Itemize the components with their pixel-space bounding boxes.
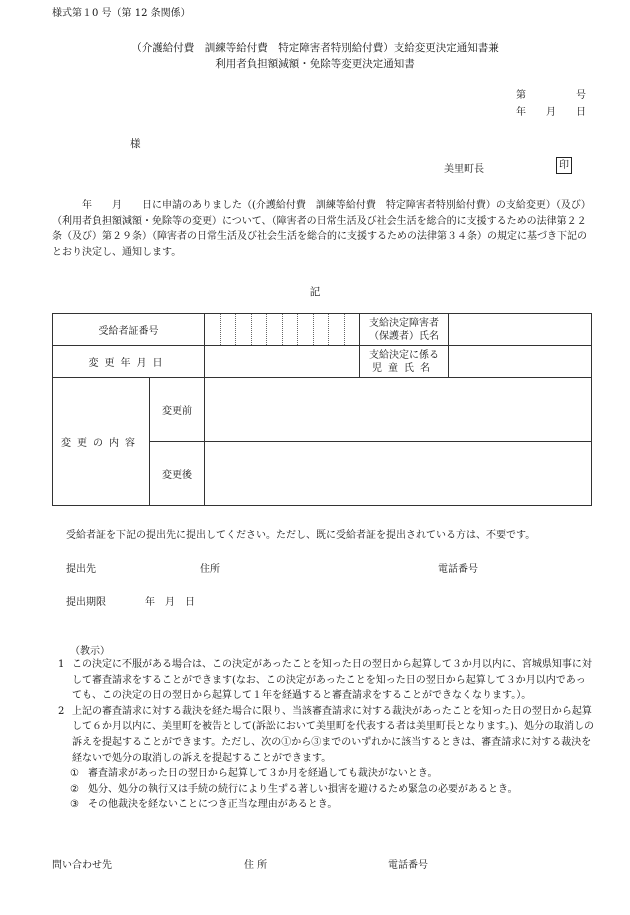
body-paragraph: 年 月 日に申請のありました（(介護給付費 訓練等給付費 特定障害者特別給付費）の支給変更）（及び）（利用者負担額減額・免除等の変更）について、（障害者の日常生活及び社会生活を総合的に支援するための法律第２２条（及び）第２９条）（障害者の日常生活及び社会生活を総合的に支援するための法律第３４条）の規定に基づき下記のとおり決定し、通知します。 [52,200,591,258]
item-text: 上記の審査請求に対する裁決を経た場合に限り、当該審査請求に対する裁決があったことを知った日の翌日から起算して６か月以内に、美里町を被告として(訴訟において美里町を代表する者は美里町長となります。)、処分の取消しの訴えを提起することができます。ただし、次の①から③までのいずれかに該当するときは、審査請求に対する裁決を経ないで処分の取消しの訴えを提起することができます。 [72,705,595,764]
list-item [58,704,594,766]
deadline-label: 提出期限 [66,597,106,608]
decision-person-label-line1: 支給決定障害者 [369,317,439,329]
before-field[interactable] [205,378,592,442]
deadline-date: 年 月 日 [145,597,195,608]
table-row [53,378,592,442]
table-row [53,346,592,378]
digit-boxes [205,314,359,345]
submission-tel-label: 電話番号 [438,564,478,575]
list-item [58,797,594,813]
change-date-label: 変更年月日 [53,346,205,378]
issue-date: 年 月 日 [516,107,586,118]
issuer-name: 美里町長 [444,164,484,175]
contact-label: 問い合わせ先 [52,860,112,871]
submission-dest-label: 提出先 [66,564,96,575]
document-title: （介護給付費 訓練等給付費 特定障害者特別給付費）支給変更決定通知書兼 [131,42,499,54]
item-number: ① [70,768,79,780]
recipient-no-field[interactable] [205,314,360,346]
document-subtitle: 利用者負担額減額・免除等変更決定通知書 [215,58,415,70]
item-text: 審査請求があった日の翌日から起算して３か月を経過しても裁決がないとき。 [88,768,438,780]
list-item [58,657,594,704]
item-number: ② [70,783,79,795]
decision-person-label [360,314,449,346]
change-content-label: 変更の内容 [53,378,150,506]
child-label [360,346,449,378]
item-text: この決定に不服がある場合は、この決定があったことを知った日の翌日から起算して３か月以内に、宮城県知事に対して審査請求をすることができます(なお、この決定があったことを知った日の翌日から起算して３か月以内であっても、この決定の日の翌日から起算して１年を経過すると審査請求をすることができなくなります。）。 [72,659,592,702]
table-row [53,314,592,346]
item-number: 1 [58,659,65,670]
notice-heading: （教示） [70,646,110,657]
after-label: 変更後 [150,442,205,506]
decision-table [52,313,592,506]
ki-heading: 記 [309,286,321,298]
change-date-field[interactable] [205,346,360,378]
item-number: 2 [58,705,65,717]
child-label-line2: 児童氏名 [372,362,436,374]
submission-address-label: 住所 [200,564,220,575]
recipient-no-label: 受給者証番号 [53,314,205,346]
addressee-suffix: 様 [130,138,141,150]
item-text: 処分、処分の執行又は手続の続行により生ずる著しい損害を避けるため緊急の必要があるとき。 [88,783,518,795]
after-field[interactable] [205,442,592,506]
item-text: その他裁決を経ないことにつき正当な理由があるとき。 [88,799,338,811]
contact-address-label: 住 所 [244,860,268,871]
before-label: 変更前 [150,378,205,442]
child-name-field[interactable] [449,346,592,378]
child-label-line1: 支給決定に係る [369,349,439,361]
submission-note: 受給者証を下記の提出先に提出してください。ただし、既に受給者証を提出されている方は、不要です。 [66,530,536,541]
contact-tel-label: 電話番号 [388,860,428,871]
notice-list [58,657,594,813]
decision-person-field[interactable] [449,314,592,346]
decision-person-label-line2: （保護者）氏名 [369,330,439,342]
list-item [58,766,594,782]
seal-mark: 印 [556,157,572,174]
form-number: 様式第１0 号（第 12 条関係） [52,8,191,19]
document-number: 第 号 [516,90,586,101]
list-item [58,782,594,798]
item-number: ③ [70,799,79,811]
